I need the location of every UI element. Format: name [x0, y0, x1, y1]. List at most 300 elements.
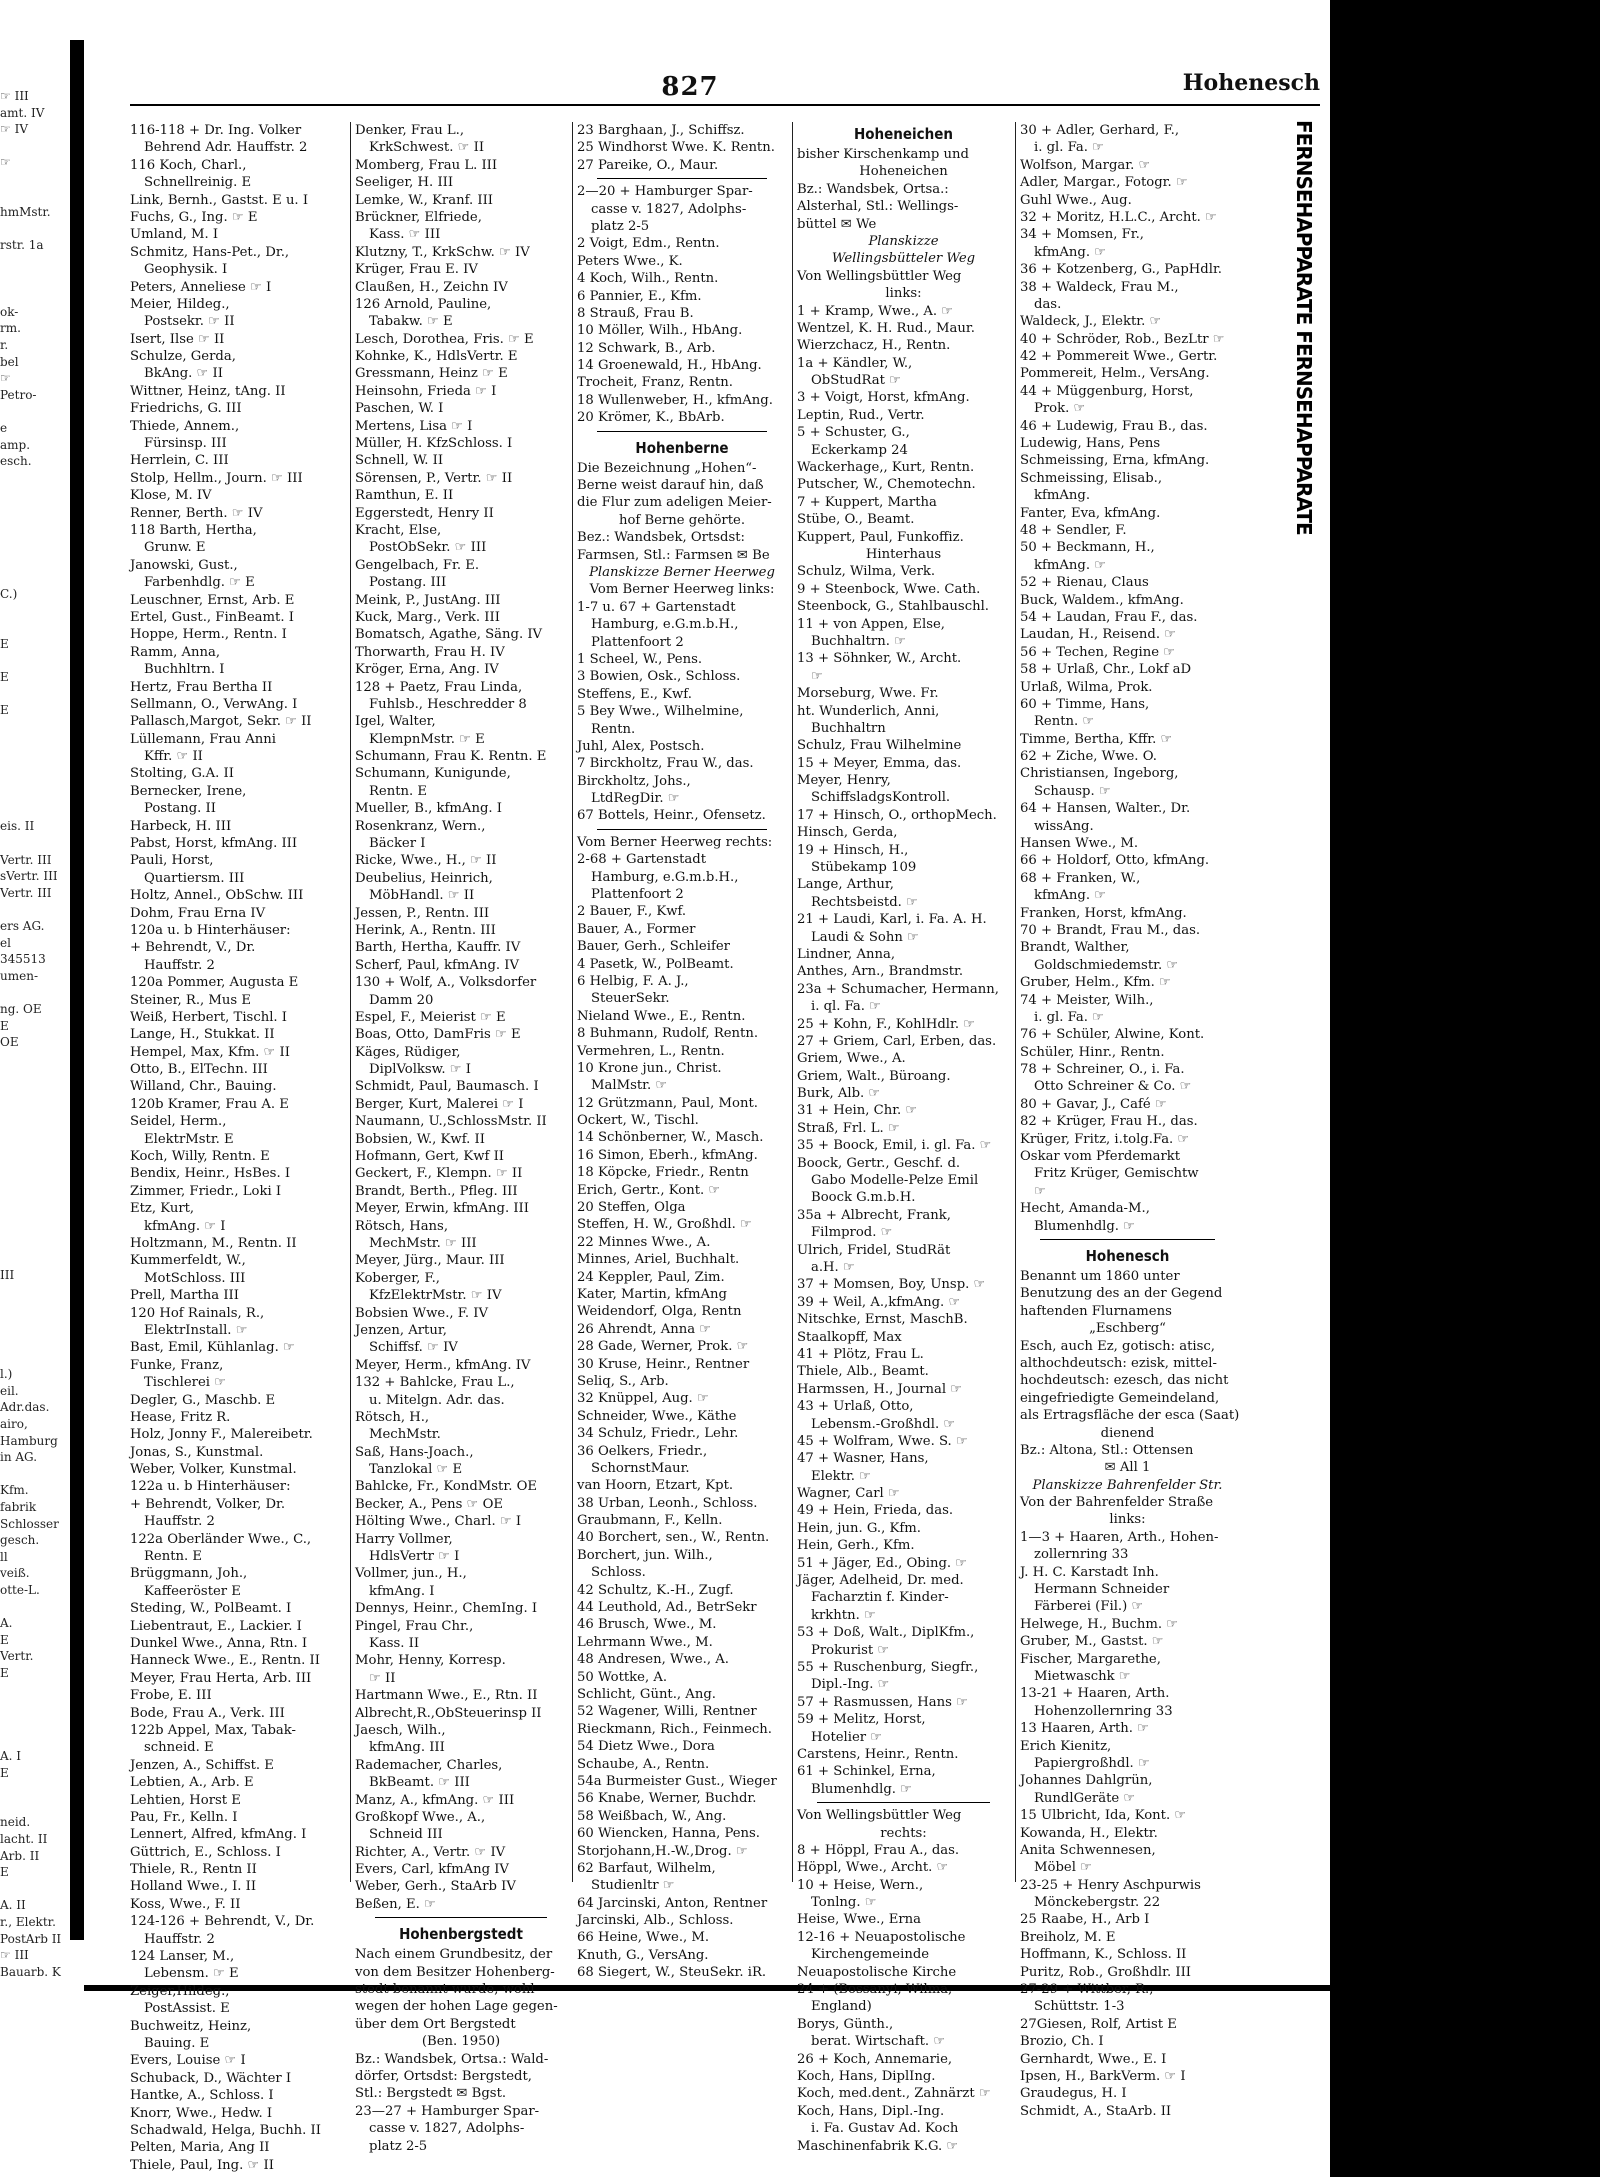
directory-entry: Hantke, A., Schloss. I [130, 2088, 274, 2104]
directory-entry: Schaube, A., Rentn. [577, 1756, 710, 1772]
directory-entry: 130 + Wolf, A., Volksdorfer [355, 975, 537, 991]
directory-entry: Prokurist ☞ [811, 1642, 890, 1658]
directory-entry: 68 + Franken, W., [1020, 870, 1141, 886]
directory-entry: Wackerhage,, Kurt, Rentn. [797, 460, 975, 476]
prev-page-line: A. II [0, 1898, 26, 1913]
directory-entry: berat. Wirtschaft. ☞ [811, 2034, 946, 2050]
directory-entry: Beßen, E. ☞ [355, 1896, 436, 1912]
prev-page-line: E [0, 703, 9, 718]
directory-entry: 31 + Hein, Chr. ☞ [797, 1103, 918, 1119]
directory-entry: Bauing. E [144, 2035, 210, 2051]
directory-entry: Tanzlokal ☞ E [369, 1462, 463, 1478]
directory-entry: 43 + Urlaß, Otto, [797, 1399, 914, 1415]
directory-entry: 13 Haaren, Arth. ☞ [1020, 1721, 1150, 1737]
directory-entry: 17 + Hinsch, O., orthopMech. [797, 807, 997, 823]
directory-entry: Bobsien Wwe., F. IV [355, 1305, 488, 1321]
directory-entry: Bz.: Altona, Stl.: Ottensen [1020, 1442, 1194, 1458]
directory-entry: 124 Lanser, M., [130, 1949, 235, 1965]
directory-entry: 9 + Steenbock, Wwe. Cath. [797, 581, 981, 597]
directory-entry: Plattenfoort 2 [591, 634, 684, 650]
directory-entry: 8 Strauß, Frau B. [577, 305, 694, 321]
prev-page-line: fabrik [0, 1500, 37, 1514]
directory-entry: 15 + Meyer, Emma, das. [797, 755, 962, 771]
directory-entry: Hermann Schneider [1034, 1582, 1170, 1598]
directory-entry: Berger, Kurt, Malerei ☞ I [355, 1096, 524, 1112]
directory-entry: Boock, Gertr., Geschf. d. [797, 1155, 961, 1171]
directory-entry: KlempnMstr. ☞ E [369, 731, 485, 747]
directory-entry: Postang. III [369, 575, 447, 591]
directory-entry: Holtzmann, M., Rentn. II [130, 1236, 297, 1251]
directory-entry: Damm 20 [369, 992, 434, 1008]
directory-entry: 52 Wagener, Willi, Rentner [577, 1704, 757, 1720]
directory-entry: Bauer, Gerh., Schleifer [577, 939, 730, 955]
directory-entry: 40 + Schröder, Rob., BezLtr ☞ [1020, 331, 1225, 347]
directory-entry: 27 + Griem, Carl, Erben, das. [797, 1033, 997, 1049]
directory-entry: Fuchs, G., Ing. ☞ E [130, 209, 258, 225]
column-4 [797, 122, 1010, 2154]
directory-entry: Gruber, M., Gastst. ☞ [1020, 1634, 1164, 1650]
directory-entry: Kirchengemeinde [811, 1947, 930, 1963]
directory-entry: 78 + Schreiner, O., i. Fa. [1020, 1062, 1185, 1078]
column-5 [1020, 122, 1240, 2119]
directory-entry: Hempel, Max, Kfm. ☞ II [130, 1044, 290, 1060]
column-1 [130, 122, 345, 2173]
directory-entry: Bz.: Wandsbek, Ortsa.: Wald- [355, 2051, 549, 2067]
directory-entry: 13 + Söhnker, W., Archt. [797, 651, 962, 667]
directory-entry: SteuerSekr. [591, 991, 670, 1007]
directory-entry: Bz.: Wandsbek, Ortsa.: [797, 181, 949, 197]
directory-entry: 11 + von Appen, Else, [797, 616, 945, 632]
directory-entry: 46 + Ludewig, Frau B., das. [1020, 418, 1208, 434]
directory-entry: Becker, A., Pens ☞ OE [355, 1496, 504, 1512]
street-heading: Hohenbergstedt [399, 1925, 523, 1944]
directory-entry: Postsekr. ☞ II [144, 314, 235, 330]
directory-entry: 22 Minnes Wwe., A. [577, 1234, 711, 1250]
directory-entry: Benutzung des an der Gegend [1020, 1286, 1223, 1302]
prev-page-line: E [0, 1765, 9, 1780]
directory-entry: Studienltr ☞ [591, 1878, 675, 1894]
directory-entry: Blumenhdlg. ☞ [811, 1781, 913, 1797]
directory-entry: Erich, Gertr., Kont. ☞ [577, 1182, 721, 1198]
directory-entry: Hansen Wwe., M. [1020, 836, 1139, 852]
directory-entry: Thorwarth, Frau H. IV [355, 644, 505, 660]
prev-page-line: l.) [0, 1367, 13, 1382]
prev-page-line: III [0, 1267, 15, 1282]
directory-entry: Vollmer, jun., H., [355, 1566, 467, 1582]
directory-entry: 82 + Krüger, Frau H., das. [1020, 1114, 1198, 1130]
directory-entry: Bauer, A., Former [577, 921, 696, 937]
directory-entry: Kaffeeröster E [144, 1583, 241, 1599]
prev-page-line: ok- [0, 304, 19, 319]
directory-entry: 67 Bottels, Heinr., Ofensetz. [577, 808, 766, 824]
directory-entry: Straß, Frl. L. ☞ [797, 1120, 900, 1136]
directory-entry: 68 Siegert, W., SteuSekr. iR. [577, 1965, 767, 1981]
directory-entry: Steding, W., PolBeamt. I [130, 1601, 292, 1617]
prev-page-line: ☞ III [0, 1948, 29, 1963]
directory-entry: Franken, Horst, kfmAng. [1020, 905, 1187, 921]
centered-note: (Ben. 1950) [421, 2034, 501, 2050]
directory-entry: Boas, Otto, DamFris ☞ E [355, 1027, 521, 1043]
directory-entry: Putscher, W., Chemotechn. [797, 477, 976, 493]
directory-entry: Goldschmiedemstr. ☞ [1034, 957, 1179, 973]
directory-entry: Isert, Ilse ☞ II [130, 331, 225, 347]
directory-entry: KrkSchwest. ☞ II [369, 140, 485, 156]
directory-entry: Neuapostolische Kirche [797, 1964, 957, 1980]
centered-note: „Eschberg“ [1089, 1321, 1166, 1337]
directory-entry: Facharztin f. Kinder- [811, 1590, 949, 1606]
directory-entry: Schloss. [591, 1565, 646, 1581]
directory-entry: Tabakw. ☞ E [369, 314, 453, 330]
directory-entry: 49 + Hein, Frieda, das. [797, 1503, 954, 1519]
directory-entry: 10 + Heise, Wern., [797, 1877, 924, 1893]
directory-entry: 76 + Schüler, Alwine, Kont. [1020, 1027, 1205, 1043]
directory-entry: Quartiersm. III [144, 870, 245, 886]
prev-page-line: A. I [0, 1749, 22, 1763]
directory-entry: KfzElektrMstr. ☞ IV [369, 1288, 502, 1304]
directory-entry: Papiergroßhdl. ☞ [1034, 1755, 1150, 1771]
directory-entry: kfmAng. ☞ I [144, 1218, 226, 1234]
directory-entry: 2-68 + Gartenstadt [577, 852, 707, 868]
directory-entry: 1a + Kändler, W., [797, 355, 913, 371]
directory-entry: 14 Groenewald, H., HbAng. [577, 358, 762, 374]
directory-entry: Breiholz, M. E [1020, 1929, 1116, 1945]
directory-entry: Laudan, H., Reisend. ☞ [1020, 627, 1177, 643]
directory-entry: 120 Hof Rainals, R., [130, 1305, 265, 1321]
directory-entry: 7 Birckholtz, Frau W., das. [577, 756, 754, 772]
directory-entry: Müller, H. KfzSchloss. I [355, 436, 513, 452]
directory-entry: Maschinenfabrik K.G. ☞ [797, 2138, 959, 2154]
centered-note: Hinterhaus [865, 546, 942, 562]
directory-entry: Käges, Rüdiger, [355, 1044, 461, 1060]
prev-page-line: veiß. [0, 1566, 30, 1581]
directory-entry: Lehtien, Horst E [130, 1792, 241, 1808]
column-separator [350, 122, 351, 1882]
prev-page-line: Hamburg [0, 1433, 58, 1448]
directory-entry: kfmAng. I [369, 1583, 435, 1599]
directory-entry: Möbel ☞ [1034, 1860, 1092, 1876]
directory-entry: Prok. ☞ [1034, 401, 1086, 417]
directory-entry: Herrlein, C. III [130, 453, 229, 469]
directory-entry: Gengelbach, Fr. E. [355, 557, 480, 573]
directory-entry: Die Bezeichnung „Hohen“- [577, 460, 757, 476]
directory-entry: Rechtsbeistd. ☞ [811, 894, 918, 910]
directory-entry: Wittner, Heinz, tAng. II [130, 383, 286, 399]
directory-entry: Krüger, Frau E. IV [355, 262, 478, 278]
directory-entry: Sellmann, O., VerwAng. I [130, 696, 298, 712]
directory-entry: hochdeutsch: ezesch, das nicht [1020, 1373, 1229, 1389]
prev-page-line: airo, [0, 1417, 28, 1431]
prev-page-line: Kfm. [0, 1483, 29, 1498]
directory-entry: 66 Heine, Wwe., M. [577, 1930, 710, 1946]
directory-entry: 25 Windhorst Wwe. K. Rentn. [577, 140, 775, 156]
directory-entry: Buchhaltrn. ☞ [811, 633, 906, 649]
directory-entry: Morseburg, Wwe. Fr. [797, 686, 939, 702]
directory-entry: die Flur zum adeligen Meier- [577, 495, 772, 511]
directory-entry: Jenzen, A., Schiffst. E [130, 1757, 274, 1773]
directory-entry: 24 + (Bossanyi, Wilma, [797, 1982, 953, 1998]
directory-entry: Jäger, Adelheid, Dr. med. [797, 1573, 964, 1589]
directory-entry: 60 + Timme, Hans, [1020, 696, 1150, 712]
directory-entry: 26 + Koch, Annemarie, [797, 2051, 953, 2067]
directory-entry: 116-118 + Dr. Ing. Volker [130, 123, 302, 138]
directory-entry: Mertens, Lisa ☞ I [355, 418, 473, 434]
directory-entry: Igel, Walter, [355, 714, 436, 730]
directory-entry: Rentn. E [144, 1549, 203, 1565]
directory-entry: 20 Steffen, Olga [577, 1200, 686, 1216]
directory-entry: 5 Bey Wwe., Wilhelmine, [577, 704, 744, 720]
prev-page-line: ers AG. [0, 919, 45, 933]
directory-entry: Helwege, H., Buchm. ☞ [1020, 1616, 1179, 1632]
directory-entry: Stolting, G.A. II [130, 766, 234, 782]
directory-entry: Hauffstr. 2 [144, 1931, 215, 1947]
directory-entry: Gruber, Helm., Kfm. ☞ [1020, 975, 1171, 991]
directory-entry: 5 + Schuster, G., [797, 425, 910, 441]
directory-entry: wissAng. [1034, 818, 1094, 834]
directory-entry: ☞ II [369, 1670, 396, 1686]
directory-entry: LtdRegDir. ☞ [591, 791, 680, 807]
directory-entry: Klose, M. IV [130, 488, 212, 504]
prev-page-line: hmMstr. [0, 205, 51, 220]
directory-entry: Schnell, W. II [355, 453, 444, 469]
directory-entry: Fürsinsp. III [144, 436, 227, 452]
directory-entry: Schmidt, A., StaArb. II [1020, 2103, 1172, 2119]
directory-entry: 122a Oberländer Wwe., C., [130, 1531, 312, 1547]
section-rule [597, 178, 767, 179]
directory-entry: SchornstMaur. [591, 1460, 690, 1476]
centered-note: rechts: [880, 1825, 927, 1841]
directory-entry: Borys, Günth., [797, 2016, 894, 2032]
directory-entry: Knuth, G., VersAng. [577, 1947, 709, 1963]
directory-entry: Koch, Hans, DiplIng. [797, 2068, 936, 2084]
directory-entry: Schneider, Wwe., Käthe [577, 1408, 737, 1424]
directory-entry: Hanneck Wwe., E., Rentn. II [130, 1653, 320, 1669]
directory-entry: Hoppe, Herm., Rentn. I [130, 627, 287, 643]
directory-entry: 120a u. b Hinterhäuser: [130, 922, 291, 938]
section-rule [597, 829, 767, 830]
column-separator [792, 122, 793, 1882]
directory-entry: MotSchloss. III [144, 1270, 246, 1286]
directory-entry: Kater, Martin, kfmAng [577, 1287, 727, 1302]
directory-entry: Paschen, W. I [355, 401, 444, 417]
directory-entry: Kass. ☞ III [369, 227, 441, 243]
directory-entry: Koberger, F., [355, 1270, 440, 1286]
directory-entry: Bode, Frau A., Verk. III [130, 1705, 285, 1721]
directory-entry: 36 Oelkers, Friedr., [577, 1443, 708, 1459]
directory-entry: krkhtn. ☞ [811, 1607, 876, 1623]
directory-entry: 48 Andresen, Wwe., A. [577, 1652, 729, 1668]
directory-entry: 61 + Schinkel, Erna, [797, 1764, 936, 1780]
directory-entry: 23a + Schumacher, Hermann, [797, 981, 999, 997]
directory-entry: 80 + Gavar, J., Café ☞ [1020, 1096, 1167, 1112]
directory-entry: Koch, Willy, Rentn. E [130, 1149, 270, 1165]
directory-entry: Holland Wwe., I. II [130, 1879, 257, 1895]
directory-entry: Stolp, Hellm., Journ. ☞ III [130, 470, 303, 486]
prev-page-line: Vertr. III [0, 852, 52, 867]
directory-entry: Otto, B., ElTechn. III [130, 1062, 268, 1078]
directory-entry: Stl.: Bergstedt ✉ Bgst. [355, 2086, 507, 2102]
directory-entry: platz 2-5 [369, 2138, 428, 2154]
directory-entry: 23—27 + Hamburger Spar- [355, 2103, 540, 2119]
directory-entry: 4 Koch, Wilh., Rentn. [577, 271, 719, 287]
directory-entry: Rieckmann, Rich., Feinmech. [577, 1721, 772, 1737]
page-number: 827 [661, 72, 719, 102]
directory-entry: Weber, Volker, Kunstmal. [130, 1462, 297, 1478]
directory-entry: Burk, Alb. ☞ [797, 1086, 881, 1102]
directory-entry: Hecht, Amanda-M., [1020, 1201, 1150, 1217]
directory-entry: Lesch, Dorothea, Fris. ☞ E [355, 331, 534, 347]
prev-page-line: E [0, 1632, 9, 1647]
directory-entry: ☞ [1034, 1183, 1046, 1199]
section-rule [817, 1802, 990, 1803]
prev-page-line: ☞ [0, 371, 11, 386]
directory-entry: Deubelius, Heinrich, [355, 870, 493, 886]
directory-entry: Umland, M. I [130, 227, 219, 243]
directory-entry: Schuback, D., Wächter I [130, 2070, 292, 2086]
directory-entry: 44 Leuthold, Ad., BetrSekr [577, 1600, 757, 1616]
directory-entry: 26 Ahrendt, Anna ☞ [577, 1321, 712, 1337]
directory-entry: Sörensen, P., Vertr. ☞ II [355, 470, 513, 486]
prev-page-line: Arb. II [0, 1848, 40, 1863]
directory-entry: 27Giesen, Rolf, Artist E [1020, 2016, 1177, 2032]
directory-entry: Blumenhdlg. ☞ [1034, 1218, 1136, 1234]
directory-entry: haftenden Flurnamens [1020, 1303, 1172, 1319]
directory-entry: 41 + Plötz, Frau L. [797, 1346, 924, 1362]
directory-entry: u. Mitelgn. Adr. das. [369, 1392, 505, 1408]
directory-entry: Birckholtz, Johs., [577, 773, 691, 789]
previous-page-fragment [0, 60, 70, 1979]
directory-entry: + Behrendt, Volker, Dr. [130, 1496, 286, 1512]
directory-entry: Postang. II [144, 801, 216, 817]
directory-entry: Waldeck, J., Elektr. ☞ [1020, 314, 1162, 330]
directory-entry: Claußen, H., Zeichn IV [355, 279, 508, 295]
directory-entry: Schmitz, Hans-Pet., Dr., [130, 244, 290, 260]
directory-entry: Hamburg, e.G.m.b.H., [591, 869, 739, 885]
prev-page-line: A. [0, 1616, 13, 1631]
directory-entry: Puritz, Rob., Großhdlr. III [1020, 1964, 1192, 1980]
directory-entry: über dem Ort Bergstedt [355, 2016, 516, 2032]
directory-entry: büttel ✉ We [797, 216, 877, 232]
prev-page-line: otte-L. [0, 1583, 40, 1597]
directory-entry: 16 Simon, Eberh., kfmAng. [577, 1147, 758, 1163]
directory-entry: Brandt, Walther, [1020, 940, 1130, 956]
directory-entry: Evers, Carl, kfmAng IV [355, 1862, 509, 1878]
street-heading: Hoheneichen [853, 125, 954, 143]
directory-entry: Kowanda, H., Elektr. [1020, 1825, 1158, 1841]
directory-entry: 35 + Boock, Emil, i. gl. Fa. ☞ [797, 1138, 992, 1154]
directory-entry: Holtz, Annel., ObSchw. III [130, 888, 304, 904]
directory-entry: Lebensm. ☞ E [144, 1966, 239, 1982]
prev-page-line: Petro- [0, 387, 37, 402]
directory-entry: Pingel, Frau Chr., [355, 1618, 474, 1634]
directory-entry: Kohnke, K., HdlsVertr. E [355, 349, 518, 365]
directory-entry: 70 + Brandt, Frau M., das. [1020, 922, 1201, 938]
directory-entry: PostObSekr. ☞ III [369, 540, 487, 556]
directory-entry: Eckerkamp 24 [811, 442, 908, 458]
directory-entry: Seidel, Herm., [130, 1114, 227, 1130]
directory-entry: Ricke, Wwe., H., ☞ II [355, 853, 497, 869]
directory-entry: 24 Keppler, Paul, Zim. [577, 1269, 725, 1285]
directory-entry: Kuck, Marg., Verk. III [355, 609, 500, 625]
directory-entry: Ipsen, H., BarkVerm. ☞ I [1020, 2068, 1186, 2084]
directory-entry: Saß, Hans-Joach., [355, 1444, 474, 1460]
directory-entry: Schmidt, Paul, Baumasch. I [355, 1079, 539, 1095]
directory-entry: 54 + Laudan, Frau F., das. [1020, 609, 1198, 625]
directory-entry: Mueller, B., kfmAng. I [355, 801, 502, 817]
directory-entry: 38 Urban, Leonh., Schloss. [577, 1495, 758, 1511]
directory-entry: als Ertragsfläche der esca (Saat) [1020, 1408, 1240, 1424]
directory-entry: Janowski, Gust., [130, 557, 238, 573]
directory-entry: Pommereit, Helm., VersAng. [1020, 366, 1210, 382]
directory-entry: 66 + Holdorf, Otto, kfmAng. [1020, 853, 1210, 869]
directory-entry: 64 + Hansen, Walter., Dr. [1020, 801, 1191, 817]
directory-entry: Wentzel, K. H. Rud., Maur. [797, 320, 975, 336]
directory-entry: Staalkopff, Max [797, 1329, 902, 1345]
directory-entry: i. Fa. Gustav Ad. Koch [811, 2121, 959, 2137]
directory-entry: Koss, Wwe., F. II [130, 1896, 241, 1912]
prev-page-line: eil. [0, 1383, 19, 1398]
directory-entry: Dohm, Frau Erna IV [130, 905, 266, 921]
directory-entry: ht. Wunderlich, Anni, [797, 703, 940, 719]
directory-entry: Jenzen, Artur, [355, 1322, 447, 1338]
centered-note: dienend [1100, 1425, 1155, 1441]
directory-entry: Rosenkranz, Wern., [355, 818, 486, 834]
directory-entry: HdlsVertr ☞ I [369, 1549, 460, 1565]
directory-entry: Schüttstr. 1-3 [1034, 1999, 1125, 2015]
directory-entry: Filmprod. ☞ [811, 1225, 893, 1241]
directory-entry: Richter, A., Vertr. ☞ IV [355, 1844, 506, 1860]
directory-entry: Dennys, Heinr., ChemIng. I [355, 1601, 538, 1617]
directory-entry: Leuschner, Ernst, Arb. E [130, 592, 295, 608]
directory-entry: 51 + Jäger, Ed., Obing. ☞ [797, 1555, 968, 1571]
directory-entry: 27-29 + Wittber, R., [1020, 1982, 1154, 1998]
directory-entry: Graudegus, H. I [1020, 2086, 1127, 2102]
directory-entry: Fuhlsb., Heschredder 8 [369, 696, 527, 712]
directory-entry: Brandt, Berth., Pfleg. III [355, 1183, 518, 1199]
directory-entry: 120a Pommer, Augusta E [130, 975, 299, 991]
directory-entry: Zeiger,Hildeg., [130, 1983, 230, 1999]
directory-entry: Carstens, Heinr., Rentn. [797, 1746, 959, 1762]
prev-page-line: 345513 [0, 952, 46, 967]
page-header: Hohenesch [1182, 70, 1320, 96]
directory-entry: Thiele, Paul, Ing. ☞ II [130, 2157, 274, 2173]
directory-entry: Ulrich, Fridel, StudRät [797, 1242, 951, 1258]
directory-entry: 34 Schulz, Friedr., Lehr. [577, 1426, 739, 1442]
directory-entry: 58 + Urlaß, Chr., Lokf aD [1020, 662, 1192, 678]
directory-entry: 58 Weißbach, W., Ang. [577, 1808, 727, 1824]
directory-entry: 1—3 + Haaren, Arth., Hohen- [1020, 1529, 1219, 1545]
directory-entry: 122b Appel, Max, Tabak- [130, 1722, 296, 1738]
directory-entry: Schulze, Gerda, [130, 349, 236, 365]
directory-entry: 12-16 + Neuapostolische [797, 1929, 966, 1945]
directory-entry: BkAng. ☞ II [144, 366, 223, 382]
directory-entry: Höppl, Wwe., Archt. ☞ [797, 1860, 949, 1876]
directory-entry: von dem Besitzer Hohenberg- [355, 1964, 555, 1980]
directory-entry: Degler, G., Maschb. E [130, 1392, 276, 1408]
directory-entry: 54 Dietz Wwe., Dora [577, 1739, 715, 1755]
prev-page-line: ☞ IV [0, 122, 28, 137]
directory-entry: 12 Grützmann, Paul, Mont. [577, 1095, 758, 1111]
directory-entry: Geckert, F., Klempn. ☞ II [355, 1166, 523, 1182]
directory-entry: 23 Barghaan, J., Schiffsz. [577, 123, 745, 138]
directory-entry: Gabo Modelle-Pelze Emil [811, 1173, 979, 1189]
centered-note: Vom Berner Heerweg links: [589, 582, 775, 598]
prev-page-line: bel [0, 354, 19, 369]
directory-entry: Hein, Gerh., Kfm. [797, 1538, 915, 1554]
directory-entry: Hein, jun. G., Kfm. [797, 1520, 921, 1536]
directory-entry: Schadwald, Helga, Buchh. II [130, 2122, 321, 2138]
directory-entry: Fanter, Eva, kfmAng. [1020, 505, 1161, 521]
directory-entry: Schmeissing, Elisab., [1020, 470, 1163, 486]
